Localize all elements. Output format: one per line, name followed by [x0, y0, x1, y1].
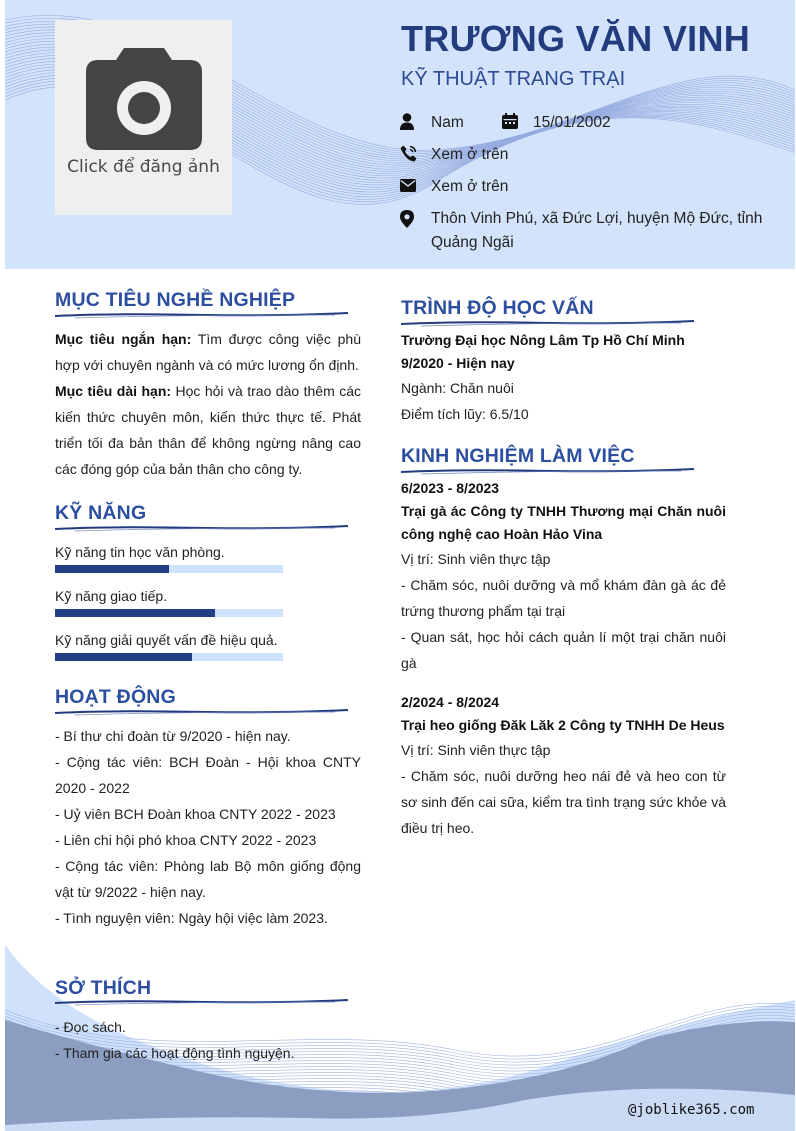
hobbies-underline — [55, 997, 350, 1007]
skills-underline — [55, 523, 350, 533]
footer-credit: @joblike365.com — [628, 1102, 755, 1118]
activity-item: - Liên chi hội phó khoa CNTY 2022 - 2023 — [55, 832, 317, 848]
skill-bar — [55, 565, 283, 573]
job-company: Trại heo giống Đăk Lăk 2 Công ty TNHH De Heus — [401, 717, 725, 733]
skill-level-fill — [55, 653, 192, 661]
gender-row — [400, 111, 464, 135]
address-row — [400, 207, 770, 255]
skill-label: Kỹ năng giải quyết vấn đề hiệu quả. — [55, 632, 278, 648]
dob-value: 15/01/2002 — [533, 114, 611, 131]
candidate-name: TRƯƠNG VĂN VINH — [401, 18, 751, 59]
short-term-goal: Mục tiêu ngắn hạn: Tìm được công việc phù hợp với chuyên ngành và có mức lương ổn định. — [55, 331, 361, 373]
profile-photo-placeholder[interactable] — [55, 20, 232, 215]
activities-list — [55, 723, 361, 931]
candidate-job-title: KỸ THUẬT TRANG TRẠI — [401, 68, 626, 90]
email-row — [400, 175, 508, 199]
school-name: Trường Đại học Nông Lâm Tp Hồ Chí Minh — [401, 332, 685, 348]
skill-label: Kỹ năng giao tiếp. — [55, 588, 168, 604]
dob-row — [502, 111, 611, 135]
activity-item: - Cộng tác viên: BCH Đoàn - Hội khoa CNTY 2020 - 2022 — [55, 754, 361, 796]
objective-body — [55, 326, 361, 482]
person-icon — [400, 111, 431, 131]
activity-item: - Uỷ viên BCH Đoàn khoa CNTY 2022 - 2023 — [55, 806, 336, 822]
activities-heading: HOẠT ĐỘNG — [55, 686, 176, 708]
skill-bar — [55, 609, 283, 617]
education-body — [401, 329, 726, 427]
camera-icon — [86, 48, 202, 150]
phone-row — [400, 143, 508, 167]
experience-job — [401, 477, 726, 676]
hobby-item: - Tham gia các hoạt động tình nguyện. — [55, 1045, 295, 1061]
activities-underline — [55, 707, 350, 717]
activity-item: - Tình nguyện viên: Ngày hội việc làm 2023. — [55, 910, 328, 926]
job-duty: - Chăm sóc, nuôi dưỡng và mổ khám đàn gà ác đẻ trứng thương phẩm tại trại — [401, 577, 726, 619]
hobbies-heading: SỞ THÍCH — [55, 977, 152, 999]
job-duty: - Chăm sóc, nuôi dưỡng heo nái đẻ và heo con từ sơ sinh đến cai sữa, kiểm tra tình trạng sức khỏe và điều trị heo. — [401, 768, 726, 836]
skill-label: Kỹ năng tin học văn phòng. — [55, 544, 225, 560]
phone-icon — [400, 143, 431, 163]
phone-value: Xem ở trên — [431, 146, 509, 163]
email-value: Xem ở trên — [431, 178, 509, 195]
job-period: 6/2023 - 8/2023 — [401, 480, 500, 496]
education-gpa: Điểm tích lũy: 6.5/10 — [401, 406, 529, 422]
objective-underline — [55, 310, 350, 320]
skill-level-fill — [55, 565, 169, 573]
job-company: Trại gà ác Công ty TNHH Thương mại Chăn nuôi công nghệ cao Hoàn Hảo Vina — [401, 503, 726, 542]
envelope-icon — [400, 175, 431, 195]
hobby-item: - Đọc sách. — [55, 1019, 126, 1035]
activity-item: - Bí thư chi đoàn từ 9/2020 - hiện nay. — [55, 728, 291, 744]
job-duty: - Quan sát, học hỏi cách quản lí một trại chăn nuôi gà — [401, 629, 726, 671]
education-heading: TRÌNH ĐỘ HỌC VẤN — [401, 297, 594, 319]
skills-heading: KỸ NĂNG — [55, 502, 147, 524]
education-period: 9/2020 - Hiện nay — [401, 355, 515, 371]
education-major: Ngành: Chăn nuôi — [401, 380, 514, 396]
long-term-goal: Mục tiêu dài hạn: Học hỏi và trao dào thêm các kiến thức chuyên môn, kiến thức thực tế. Phát triển tối đa bản thân để không ngừng nâng cao các đóng góp của bản thân cho công ty. — [55, 383, 361, 477]
education-underline — [401, 318, 696, 328]
photo-upload-label: Click để đăng ảnh — [67, 157, 220, 177]
skill-level-fill — [55, 609, 215, 617]
job-period: 2/2024 - 8/2024 — [401, 694, 500, 710]
job-position: Vị trí: Sinh viên thực tập — [401, 742, 551, 758]
calendar-icon — [502, 111, 533, 131]
objective-heading: MỤC TIÊU NGHỀ NGHIỆP — [55, 289, 296, 311]
address-value: Thôn Vinh Phú, xã Đức Lợi, huyện Mộ Đức, tỉnh Quảng Ngãi — [431, 210, 763, 251]
map-pin-icon — [400, 207, 431, 231]
experience-heading: KINH NGHIỆM LÀM VIỆC — [401, 445, 635, 467]
experience-job — [401, 691, 726, 841]
experience-underline — [401, 466, 696, 476]
activity-item: - Cộng tác viên: Phòng lab Bộ môn giống động vật từ 9/2022 - hiện nay. — [55, 858, 361, 900]
gender-value: Nam — [431, 114, 464, 131]
hobbies-list — [55, 1014, 361, 1066]
skill-bar — [55, 653, 283, 661]
job-position: Vị trí: Sinh viên thực tập — [401, 551, 551, 567]
